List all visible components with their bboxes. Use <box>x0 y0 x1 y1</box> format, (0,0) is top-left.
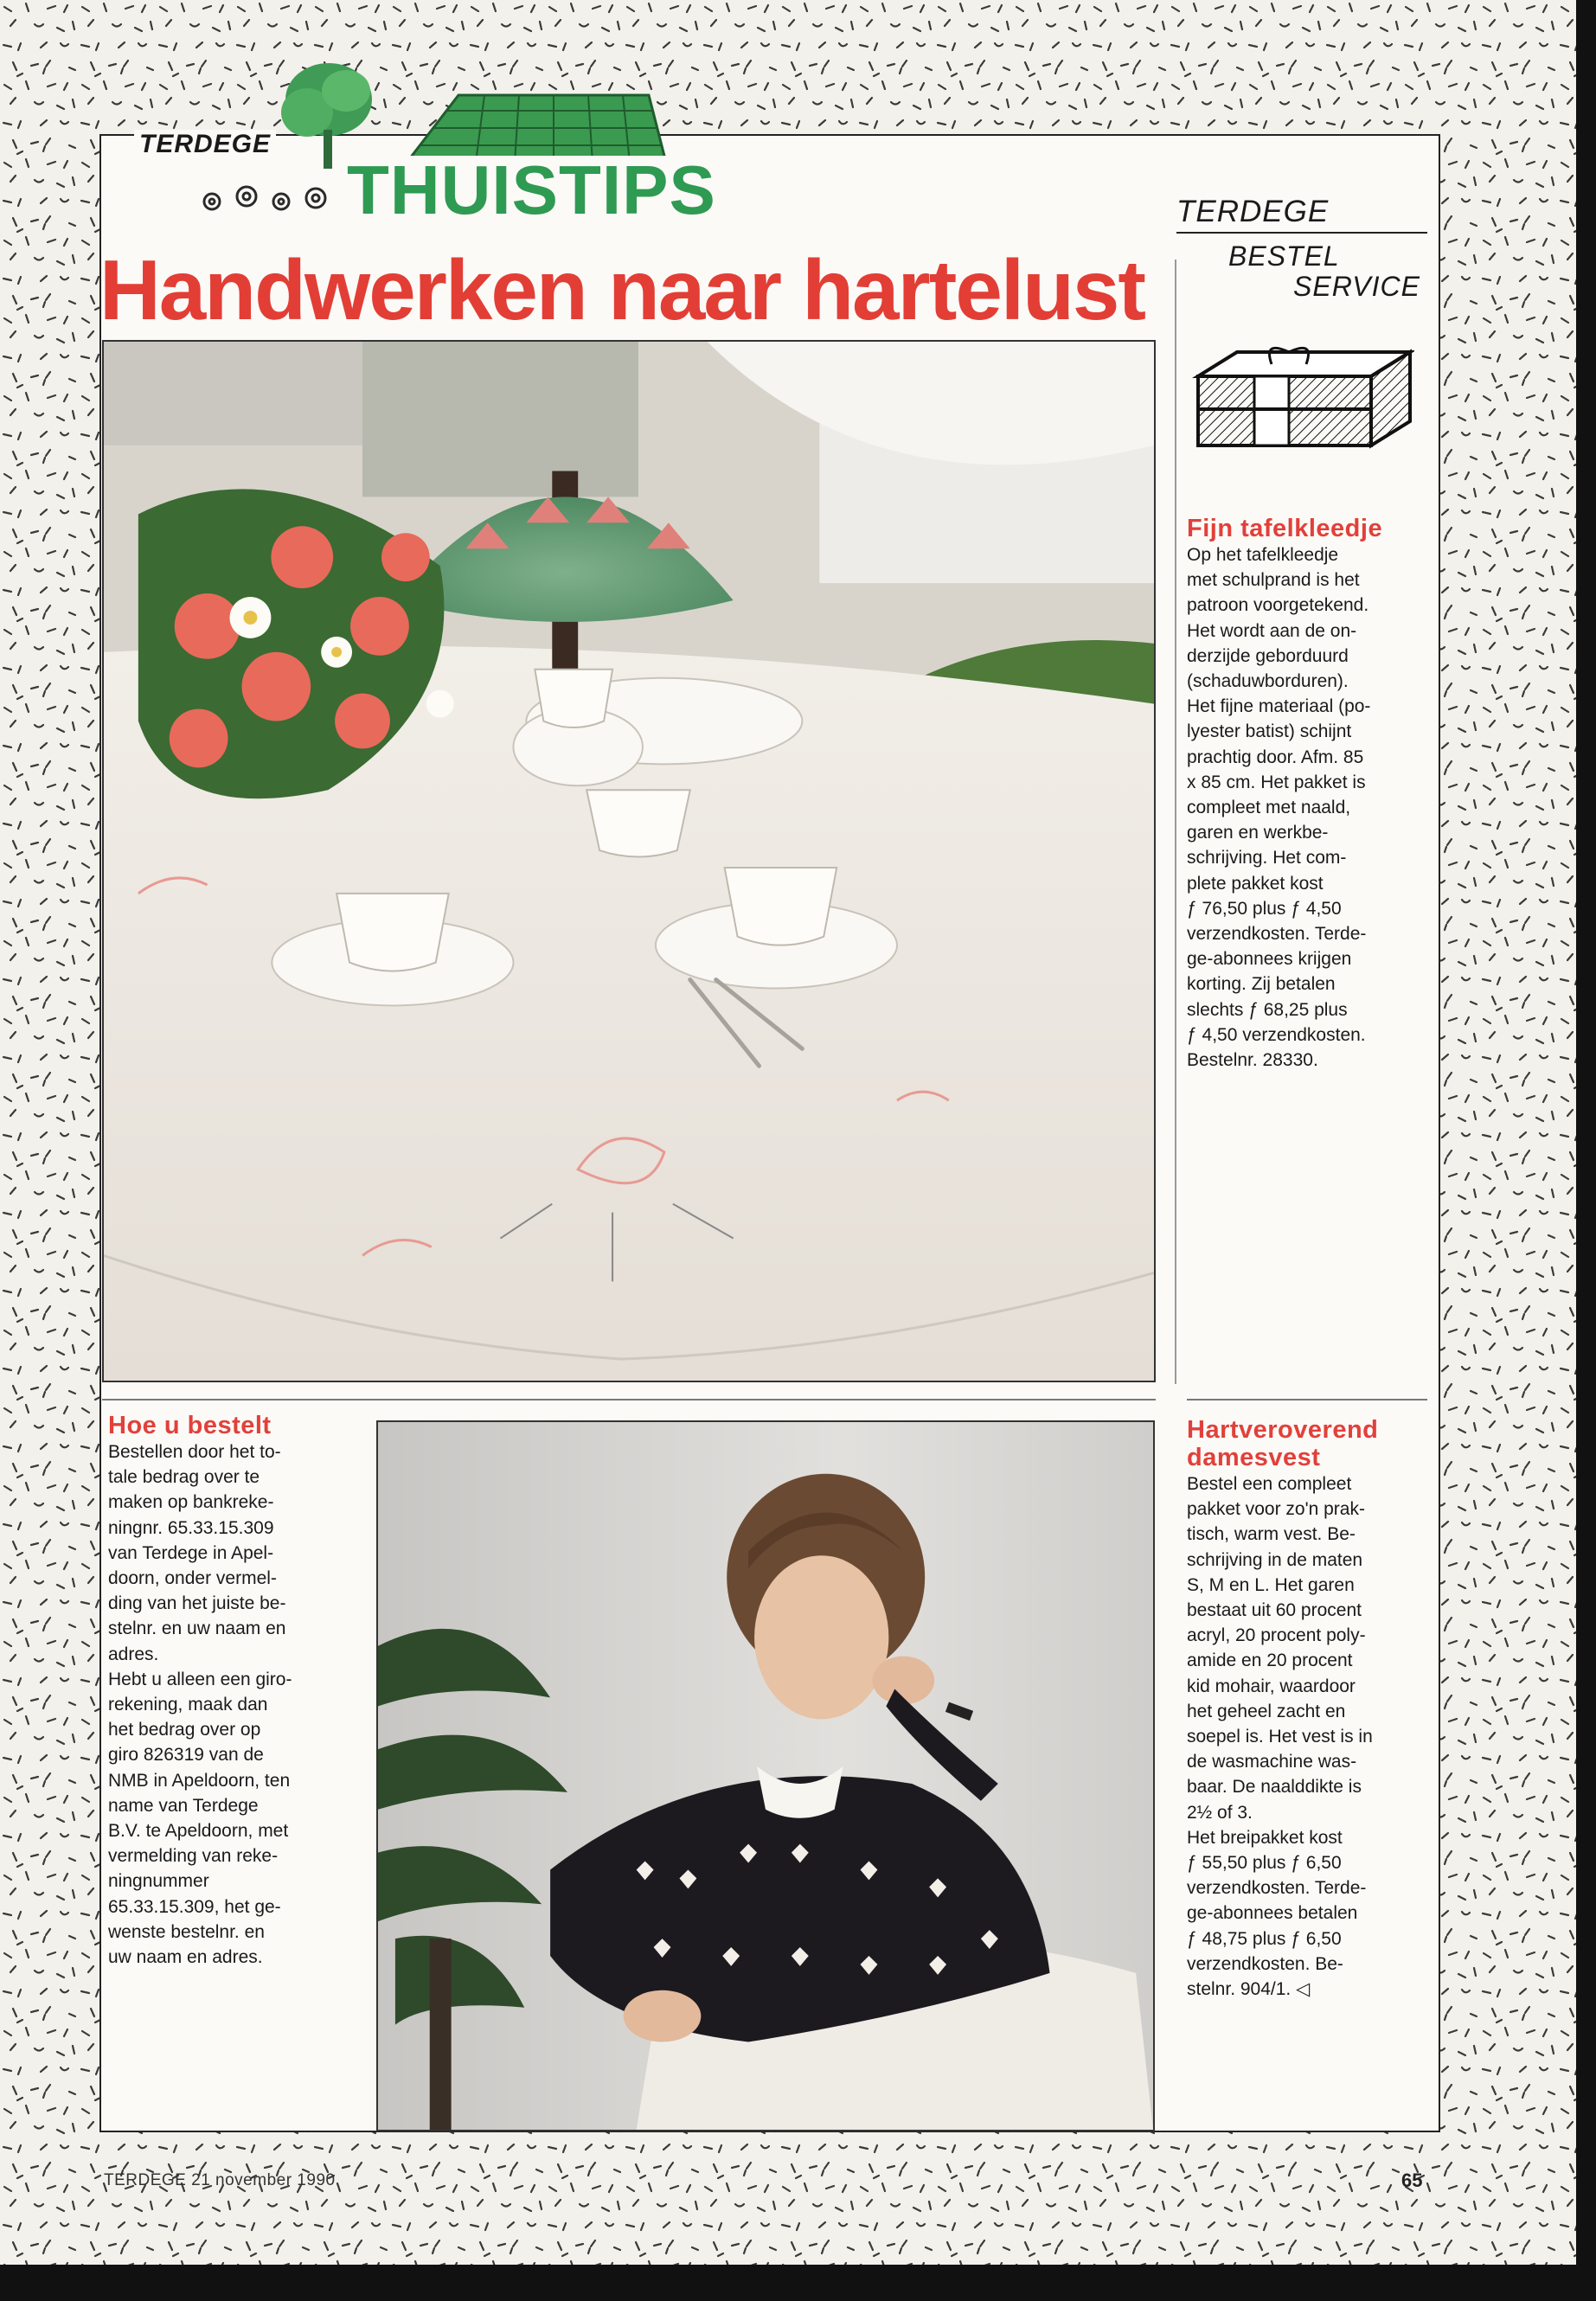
order-title: Hoe u bestelt <box>108 1412 272 1439</box>
order-article <box>108 1412 355 1970</box>
service-brand: TERDEGE <box>1176 195 1330 228</box>
cardigan-photo <box>376 1420 1155 2131</box>
tablecloth-body: Op het tafelkleedje met schulprand is het patroon voorgetekend. Het wordt aan de on- derzijde geborduurd (schaduwborduren). Het fijne materiaal (po- lyester batist) schijnt prachtig door. Afm. 85 x 85 cm. Het pakket is compleet met naald, garen en werkbe- schrijving. Het com- plete pakket kost ƒ 76,50 plus ƒ 4,50 verzendkosten. Terde- ge-abonnees krijgen korting. Zij betalen slechts ƒ 68,25 plus ƒ 4,50 verzendkosten. Bestelnr. 28330. <box>1187 545 1371 1071</box>
service-line-1: BESTEL <box>1228 240 1340 272</box>
page-headline: Handwerken naar hartelust <box>99 242 1145 337</box>
flower-ornament-icon <box>195 177 333 221</box>
tablecloth-article <box>1187 515 1420 1073</box>
brand-name: TERDEGE <box>134 130 276 159</box>
section-title: THUISTIPS <box>342 156 721 225</box>
section-rule-left <box>102 1399 1156 1400</box>
scan-edge-right <box>1576 0 1596 2301</box>
tablecloth-title: Fijn tafelkleedje <box>1187 515 1383 542</box>
cardigan-title: Hartveroverend damesvest <box>1187 1416 1379 1471</box>
tablecloth-photo <box>102 340 1156 1382</box>
order-body: Bestellen door het to- tale bedrag over te maken op bankreke- ningnr. 65.33.15.309 van Terdege in Apel- doorn, onder vermel- ding van het juiste be- stelnr. en uw naam en adres. Hebt u alleen een giro- rekening, maak dan het bedrag over op giro 826319 van de NMB in Apeldoorn, ten name van Terdege B.V. te Apeldoorn, met vermelding van reke- ningnummer 65.33.15.309, het ge- wenste bestelnr. en uw naam en adres. <box>108 1442 292 1968</box>
page-number: 65 <box>1401 2170 1423 2191</box>
footer-issue: TERDEGE 21 november 1990 <box>104 2171 336 2189</box>
parcel-icon <box>1185 342 1414 454</box>
scan-edge-bottom <box>0 2265 1596 2301</box>
column-divider <box>1175 260 1176 1384</box>
cardigan-article <box>1187 1416 1420 2002</box>
cardigan-body: Bestel een compleet pakket voor zo'n prak- tisch, warm vest. Be- schrijving in de maten S, M en L. Het garen bestaat uit 60 procent acryl, 20 procent poly- amide en 20 procent kid mohair, waardoor het geheel zacht en soepel is. Het vest is in de wasmachine was- baar. De naalddikte is 2½ of 3. Het breipakket kost ƒ 55,50 plus ƒ 6,50 verzendkosten. Terde- ge-abonnees betalen ƒ 48,75 plus ƒ 6,50 verzendkosten. Be- stelnr. 904/1. ◁ <box>1187 1474 1373 2000</box>
service-rule <box>1176 232 1427 234</box>
service-line-2: SERVICE <box>1293 271 1420 302</box>
section-rule-right <box>1187 1399 1427 1400</box>
